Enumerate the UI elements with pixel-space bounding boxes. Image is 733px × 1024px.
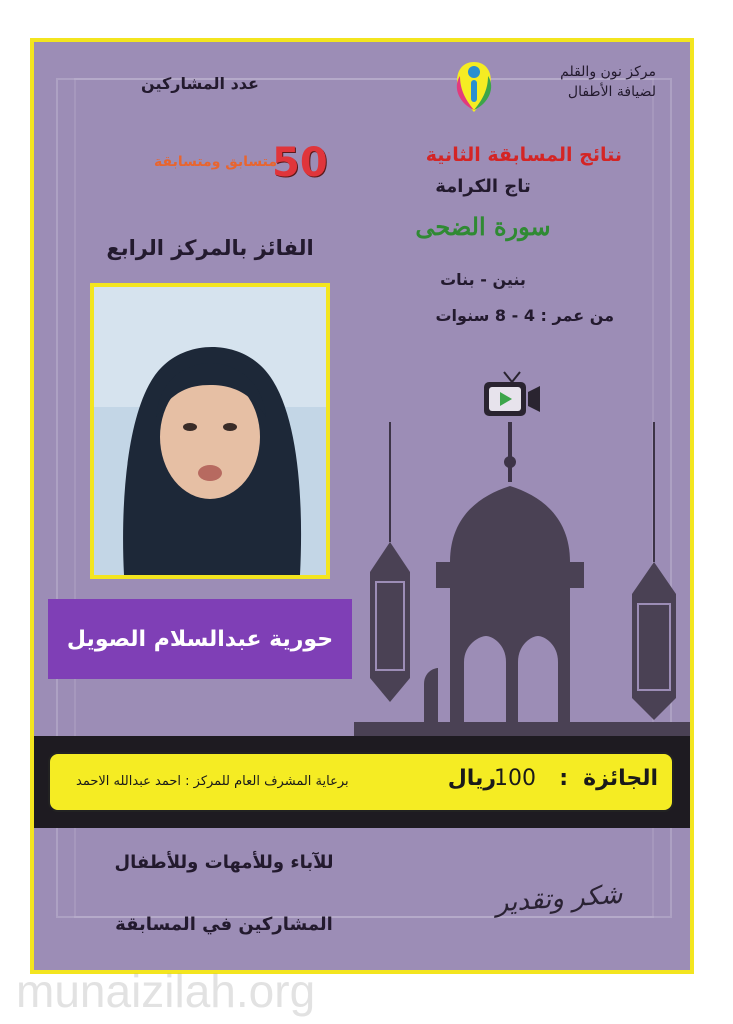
results-subtitle: تاج الكرامة	[435, 176, 531, 197]
participants-count: 50	[272, 140, 328, 186]
center-logo	[446, 54, 502, 114]
winner-photo	[90, 283, 330, 579]
results-surah: سورة الضحى	[415, 212, 551, 241]
footer-line1: للآباء وللأمهات وللأطفال	[114, 852, 334, 873]
center-name-line1: مركز نون والقلم	[560, 64, 656, 80]
nun-logo-icon	[446, 54, 502, 114]
winner-name: حورية عبدالسلام الصويل	[66, 626, 334, 652]
watermark: munaizilah.org	[16, 965, 316, 1017]
participants-desc: متسابق ومتسابقة	[154, 154, 278, 170]
footer-line2: المشاركين في المسابقة	[115, 914, 333, 935]
results-age: من عمر : 4 - 8 سنوات	[435, 306, 614, 325]
prize-amount: 100	[494, 766, 536, 791]
winner-label: الفائز بالمركز الرابع	[106, 236, 314, 260]
results-gender: بنين - بنات	[440, 270, 526, 289]
mosque-illustration	[354, 422, 694, 738]
participants-label: عدد المشاركين	[141, 74, 259, 93]
prize-colon: :	[559, 766, 568, 791]
center-name	[506, 62, 656, 102]
results-title: نتائج المسابقة الثانية	[425, 144, 622, 166]
participants-row	[154, 140, 354, 190]
prize-currency: ريال	[447, 766, 496, 791]
winner-portrait-image	[94, 287, 326, 575]
prize-label: الجائزة	[583, 766, 658, 791]
center-name-line2: لضيافة الأطفال	[567, 84, 656, 100]
prize-pill	[48, 752, 674, 812]
prize-sponsor: برعاية المشرف العام للمركز : احمد عبدالله الاحمد	[76, 774, 349, 789]
thanks-calligraphy: شكر وتقدير	[494, 879, 624, 919]
results-poster	[30, 38, 694, 974]
mosque-silhouette-icon	[354, 422, 694, 738]
winner-name-bar	[48, 599, 352, 679]
